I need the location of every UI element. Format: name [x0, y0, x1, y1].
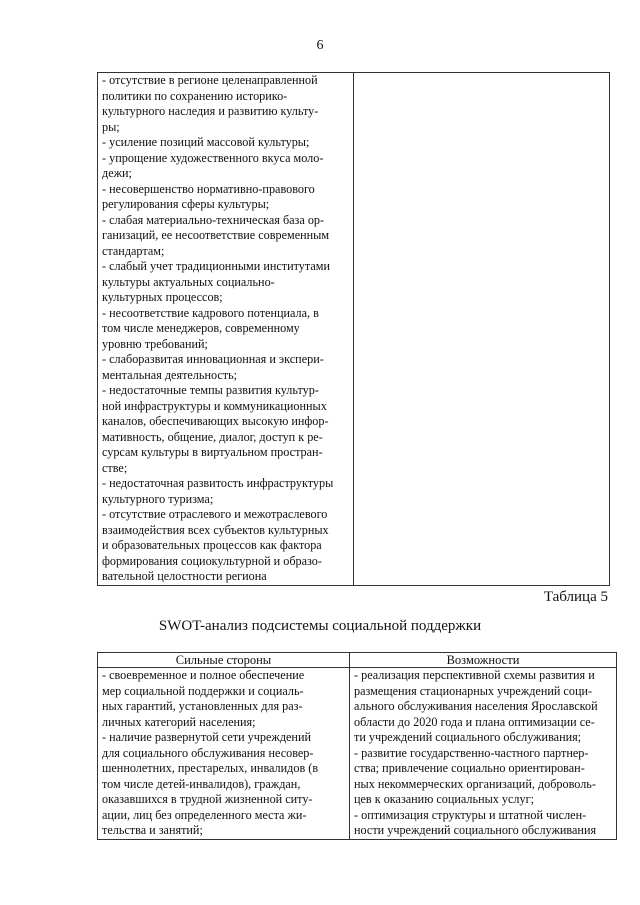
continuation-table	[97, 72, 610, 586]
table-row	[98, 73, 610, 586]
cell-line: - упрощение художественного вкуса моло-	[102, 150, 324, 165]
cell-line: дежи;	[102, 166, 132, 180]
cell-line: культуры актуальных социально-	[102, 274, 275, 289]
cell-line: ти учреждений социального обслуживания;	[354, 730, 582, 744]
cell-line: ры;	[102, 119, 120, 134]
header-strengths: Сильные стороны	[98, 653, 350, 668]
cell-line: - слабая материально-техническая база ор-	[102, 212, 325, 227]
cell-line: стандартам;	[102, 243, 165, 258]
cell-line: - отсутствие отраслевого и межотраслевого	[102, 507, 328, 521]
cell-line: - реализация перспективной схемы развития и	[354, 668, 595, 682]
cell-line: размещения стационарных учреждений соци-	[354, 683, 593, 698]
cell-line: культурных процессов;	[102, 290, 223, 304]
cell-line: - несоответствие кадрового потенциала, в	[102, 305, 319, 320]
cell-line: регулирования сферы культуры;	[102, 197, 270, 211]
cell-line: каналов, обеспечивающих высокую инфор-	[102, 414, 329, 428]
table-row	[98, 668, 617, 840]
cell-line: личных категорий населения;	[102, 714, 256, 729]
cell-line: оказавшихся в трудной жизненной ситу-	[102, 792, 313, 806]
page-number: 6	[316, 38, 324, 53]
cell-line: для социального обслуживания несовер-	[102, 745, 314, 760]
cell-line: шеннолетних, престарелых, инвалидов (в	[102, 761, 319, 775]
cell-line: - оптимизация структуры и штатной числен-	[354, 807, 587, 822]
header-opportunities: Возможности	[350, 653, 617, 668]
cell-line: - слабый учет традиционными институтами	[102, 259, 331, 273]
cell-line: стве;	[102, 460, 128, 475]
cell-line: ности учреждений социального обслуживания	[354, 823, 597, 837]
table-header-row	[98, 653, 617, 668]
opportunities-cell	[350, 668, 617, 840]
cell-line: вательной целостности региона	[102, 569, 267, 583]
cell-line: области до 2020 года и плана оптимизации се-	[354, 714, 595, 729]
cell-line: уровню требований;	[102, 336, 208, 351]
cell-line: ной инфраструктуры и коммуникационных	[102, 398, 327, 413]
cell-line: культурного наследия и развитию культу-	[102, 104, 319, 118]
cell-line: взаимодействия всех субъектов культурных	[102, 522, 329, 537]
cell-line: ментальная деятельность;	[102, 367, 238, 382]
cell-line: ганизаций, ее несоответствие современным	[102, 228, 330, 242]
cell-line: - своевременное и полное обеспечение	[102, 668, 305, 682]
cell-line: - недостаточная развитость инфраструктуры	[102, 476, 334, 490]
weaknesses-cell	[98, 73, 354, 586]
cell-line: мативность, общение, диалог, доступ к ре-	[102, 429, 323, 444]
cell-line: - недостаточные темпы развития культур-	[102, 383, 319, 397]
cell-line: том числе менеджеров, современному	[102, 321, 300, 335]
table-title: SWOT-анализ подсистемы социальной поддержки	[158, 618, 482, 634]
cell-line: - наличие развернутой сети учреждений	[102, 730, 311, 744]
cell-line: - отсутствие в регионе целенаправленной	[102, 73, 318, 87]
cell-line: том числе детей-инвалидов), граждан,	[102, 776, 301, 791]
cell-line: сурсам культуры в виртуальном простран-	[102, 445, 323, 459]
cell-line: - несовершенство нормативно-правового	[102, 181, 315, 196]
swot-table	[97, 652, 617, 840]
strengths-cell	[98, 668, 350, 840]
cell-line: и образовательных процессов как фактора	[102, 538, 322, 552]
cell-line: ства; привлечение социально ориентирован-	[354, 761, 585, 775]
cell-line: мер социальной поддержки и социаль-	[102, 683, 304, 698]
cell-line: - слаборазвитая инновационная и экспери-	[102, 352, 324, 366]
cell-line: цев к оказанию социальных услуг;	[354, 792, 534, 806]
cell-line: ации, лиц без определенного места жи-	[102, 807, 307, 822]
cell-line: тельства и занятий;	[102, 823, 203, 837]
cell-line: - усиление позиций массовой культуры;	[102, 135, 310, 149]
table-caption: Таблица 5	[543, 589, 608, 605]
empty-cell	[354, 73, 610, 586]
cell-line: ных некоммерческих организаций, доброволь-	[354, 776, 596, 791]
cell-line: формирования социокультурной и образо-	[102, 553, 322, 568]
cell-line: ных гарантий, установленных для раз-	[102, 699, 303, 713]
cell-line: культурного туризма;	[102, 491, 214, 506]
cell-line: ального обслуживания населения Ярославской	[354, 699, 598, 713]
cell-line: - развитие государственно-частного партнер-	[354, 745, 589, 760]
cell-line: политики по сохранению историко-	[102, 88, 288, 103]
